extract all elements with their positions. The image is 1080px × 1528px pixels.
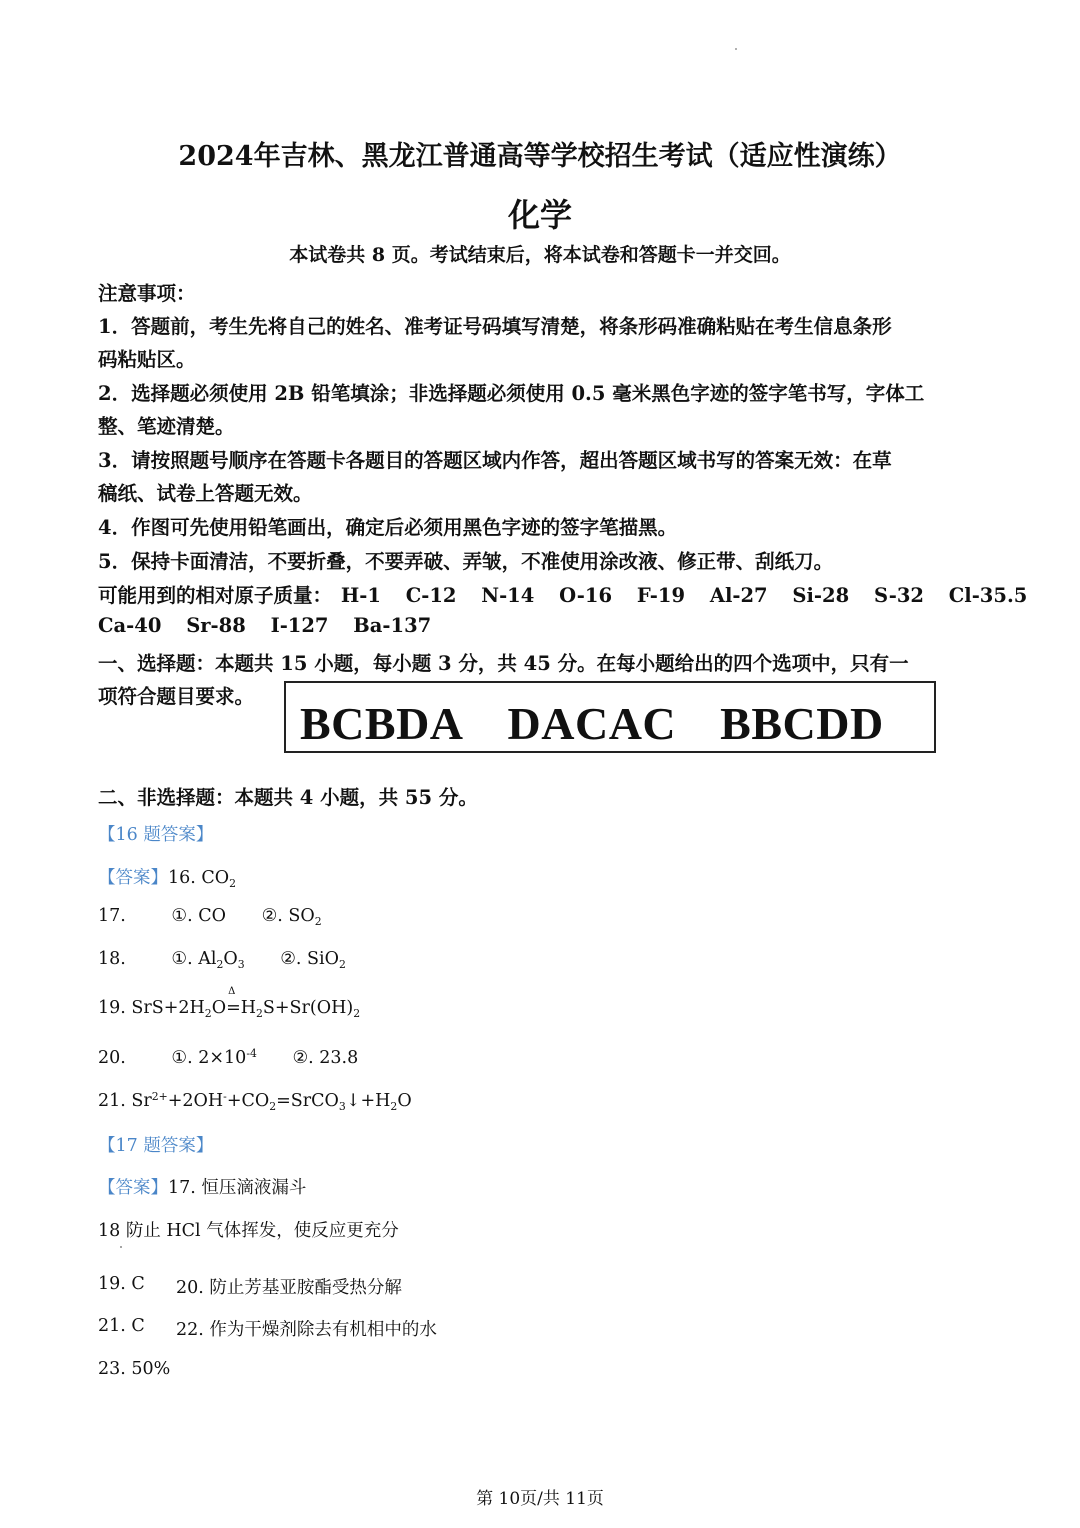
notes-heading: 注意事项：	[98, 282, 196, 305]
section1-line-1: 一、选择题：本题共 15 小题，每小题 3 分，共 45 分。在每小题给出的四个选项中，只有一	[98, 652, 909, 675]
atomic-mass-item: H-1	[340, 584, 381, 607]
answer-part: O	[223, 949, 238, 969]
q17-answer-19: 19. C	[98, 1274, 145, 1294]
exam-title: 2024年吉林、黑龙江普通高等学校招生考试（适应性演练）	[178, 141, 902, 172]
question-number: 18.	[98, 949, 126, 969]
atomic-mass-item: N-14	[481, 584, 535, 607]
note-4: 4．作图可先使用铅笔画出，确定后必须用黑色字迹的签字笔描黑。	[98, 516, 678, 539]
heat-symbol: Δ	[228, 986, 236, 997]
atomic-mass-item: Al-27	[709, 584, 768, 607]
atomic-mass-item: Ba-137	[353, 614, 432, 637]
section1-line-2: 项符合题目要求。	[98, 685, 255, 708]
subscript: 3	[338, 1099, 346, 1113]
q16-answer-21	[98, 1090, 412, 1113]
note-2-line-2: 整、笔迹清楚。	[98, 415, 235, 438]
answer-part: ②. 23.8	[292, 1047, 359, 1068]
q17-label: 【17 题答案】	[98, 1136, 214, 1156]
superscript: -	[223, 1090, 227, 1103]
subscript: 2	[353, 1006, 361, 1020]
question-number: 20.	[98, 1047, 126, 1068]
subscript: 3	[237, 957, 245, 971]
answer-part: ①. CO	[171, 906, 226, 926]
note-2-line-1: 2．选择题必须使用 2B 铅笔填涂；非选择题必须使用 0.5 毫米黑色字迹的签字笔书写，字体工	[98, 382, 925, 405]
answer-tag: 【答案】	[98, 868, 168, 888]
atomic-mass-item: O-16	[559, 584, 613, 607]
subscript: 2	[269, 1099, 277, 1113]
atomic-mass-line-2	[98, 614, 431, 637]
speck	[120, 1246, 122, 1248]
question-number: 17.	[98, 906, 126, 926]
q16-answer-17	[98, 906, 322, 928]
note-3-line-2: 稿纸、试卷上答题无效。	[98, 482, 313, 505]
equation-part: H	[240, 998, 256, 1018]
subscript: 2	[314, 914, 322, 928]
answers-group-3: BBCDD	[720, 698, 884, 749]
atomic-mass-item: F-19	[636, 584, 686, 607]
equation-part: O	[397, 1090, 412, 1111]
q16-answer-20	[98, 1047, 358, 1068]
note-3-line-1: 3．请按照题号顺序在答题卡各题目的答题区域内作答，超出答题区域书写的答案无效：在草	[98, 449, 892, 472]
answer-part: ②. SiO	[280, 949, 339, 969]
answer-text: 16. CO	[168, 868, 230, 888]
page-footer: 第 10页/共 11页	[476, 1489, 604, 1509]
equation-part: +CO	[226, 1090, 270, 1111]
subscript: 2	[338, 957, 346, 971]
answer-text: 17. 恒压滴液漏斗	[168, 1178, 307, 1198]
q16-label: 【16 题答案】	[98, 825, 214, 845]
q17-answer-23: 23. 50%	[98, 1359, 171, 1379]
subject-title: 化学	[507, 196, 572, 234]
equation-part: =SrCO	[276, 1090, 339, 1111]
q16-answer-19	[98, 986, 361, 1020]
subscript: 2	[256, 1006, 263, 1020]
equation-part: S+Sr(OH)	[262, 998, 354, 1018]
answer-part: ②. SO	[261, 906, 315, 926]
equation-part: +2OH	[167, 1090, 224, 1111]
equation-part: 21. Sr	[98, 1090, 152, 1111]
answers-group-2: DACAC	[507, 698, 677, 749]
answer-part: ①. Al	[171, 949, 217, 969]
atomic-mass-item: C-12	[405, 584, 457, 607]
superscript: -4	[246, 1047, 257, 1060]
subscript: 2	[204, 1006, 212, 1020]
equation-part: 19. SrS+2H	[98, 998, 205, 1018]
q17-answer-22: 22. 作为干燥剂除去有机相中的水	[176, 1320, 437, 1340]
subscript: 2	[216, 957, 224, 971]
atomic-mass-item: Si-28	[792, 584, 850, 607]
note-5: 5．保持卡面清洁，不要折叠，不要弄破、弄皱，不准使用涂改液、修正带、刮纸刀。	[98, 550, 834, 573]
atomic-mass-item: S-32	[873, 584, 924, 607]
exam-intro: 本试卷共 8 页。考试结束后，将本试卷和答题卡一并交回。	[289, 244, 791, 266]
q17-answer-21: 21. C	[98, 1316, 145, 1336]
subscript: 2	[390, 1099, 398, 1113]
equation-part: O	[211, 998, 227, 1018]
note-1-line-2: 码粘贴区。	[98, 348, 196, 371]
note-1-line-1: 1．答题前，考生先将自己的姓名、准考证号码填写清楚，将条形码准确粘贴在考生信息条形	[98, 315, 892, 338]
atomic-mass-line-1	[98, 580, 1027, 608]
heat-equals-sign	[226, 986, 241, 1018]
choice-answers-box	[284, 681, 936, 753]
choice-answers	[300, 697, 884, 750]
atomic-mass-item: Cl-35.5	[948, 584, 1028, 607]
subscript: 2	[229, 876, 237, 890]
answers-group-1: BCBDA	[300, 698, 464, 749]
superscript: 2+	[151, 1090, 168, 1103]
atomic-mass-item: Sr-88	[186, 614, 246, 637]
q16-answer-18	[98, 949, 346, 971]
equals-sign: =	[226, 998, 241, 1018]
atomic-mass-label: 可能用到的相对原子质量：	[98, 584, 333, 607]
q17-answer-18: 18 防止 HCl 气体挥发，使反应更充分	[98, 1221, 399, 1241]
answer-tag: 【答案】	[98, 1178, 168, 1198]
q16-answer-16	[98, 864, 236, 890]
equation-part: ↓+H	[345, 1090, 391, 1111]
section2-heading: 二、非选择题：本题共 4 小题，共 55 分。	[98, 786, 478, 809]
atomic-mass-item: Ca-40	[98, 614, 162, 637]
answer-part: ①. 2×10	[171, 1047, 247, 1068]
atomic-mass-item: I-127	[270, 614, 329, 637]
q17-answer-20: 20. 防止芳基亚胺酯受热分解	[176, 1278, 402, 1298]
q17-answer-17	[98, 1174, 306, 1199]
speck	[735, 48, 737, 50]
